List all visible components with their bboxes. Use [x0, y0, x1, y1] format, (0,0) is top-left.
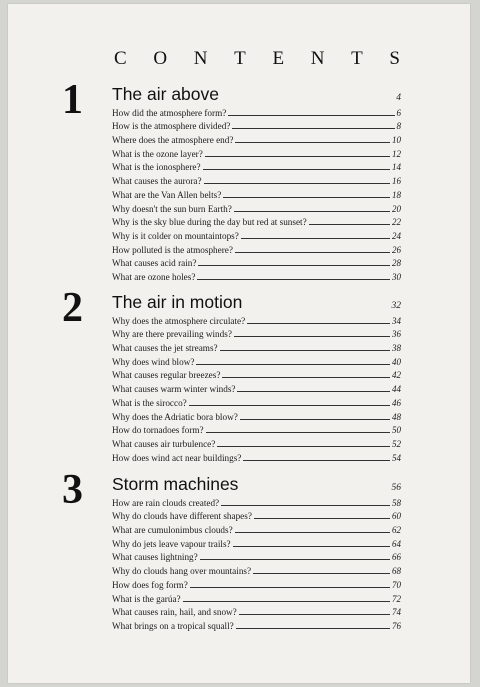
entry-question: What causes regular breezes? [112, 370, 221, 381]
toc-entry [112, 118, 401, 132]
toc-entry [112, 326, 401, 340]
toc-entry [112, 435, 401, 449]
toc-entry [112, 353, 401, 367]
entry-page-number: 50 [392, 425, 401, 436]
entry-question: What causes the jet streams? [112, 343, 218, 354]
entry-page-number: 76 [392, 620, 401, 631]
leader-line [235, 252, 390, 253]
entry-page-number: 12 [392, 148, 401, 159]
toc-entry [112, 255, 401, 269]
leader-line [240, 419, 390, 420]
leader-line [232, 128, 394, 129]
title-letter: S [389, 48, 400, 69]
leader-line [197, 279, 390, 280]
entry-question: Why do clouds hang over mountains? [112, 566, 252, 577]
contents-title [114, 48, 400, 70]
toc-entry [112, 145, 401, 159]
leader-line [234, 211, 390, 212]
entry-page-number: 38 [392, 343, 401, 354]
section-number: 1 [62, 77, 83, 123]
entry-page-number: 52 [392, 438, 401, 449]
entry-page-number: 66 [392, 552, 401, 563]
leader-line [228, 115, 394, 116]
entry-page-number: 54 [392, 452, 401, 463]
entry-question: What is the sirocco? [112, 397, 187, 408]
entry-question: How polluted is the atmosphere? [112, 244, 233, 255]
toc-entry [112, 576, 401, 590]
section-page-number: 56 [391, 483, 401, 493]
leader-line [237, 391, 390, 392]
toc-entry [112, 590, 401, 604]
leader-line [254, 518, 390, 519]
entry-page-number: 10 [392, 135, 401, 146]
entry-question: What brings on a tropical squall? [112, 620, 234, 631]
section-heading [112, 474, 401, 496]
entry-page-number: 14 [392, 162, 401, 173]
entry-page-number: 74 [392, 607, 401, 618]
section-entries [112, 494, 401, 631]
entry-page-number: 70 [392, 579, 401, 590]
entry-page-number: 68 [392, 566, 401, 577]
entry-page-number: 24 [392, 230, 401, 241]
toc-entry [112, 549, 401, 563]
entry-question: What is the ozone layer? [112, 148, 203, 159]
leader-line [253, 573, 390, 574]
toc-entry [112, 521, 401, 535]
entry-question: What is the ionosphere? [112, 162, 201, 173]
leader-line [247, 323, 390, 324]
leader-line [205, 156, 390, 157]
toc-entry [112, 617, 401, 631]
leader-line [198, 265, 390, 266]
leader-line [190, 587, 390, 588]
toc-entry [112, 159, 401, 173]
entry-question: How do tornadoes form? [112, 425, 204, 436]
toc-entry [112, 422, 401, 436]
toc-entry [112, 380, 401, 394]
toc-entry [112, 562, 401, 576]
entry-page-number: 20 [392, 203, 401, 214]
toc-entry [112, 268, 401, 282]
leader-line [235, 532, 390, 533]
toc-entry [112, 604, 401, 618]
title-letter: T [351, 48, 363, 69]
entry-question: Why is the sky blue during the day but red at sunset? [112, 217, 307, 228]
entry-page-number: 40 [392, 356, 401, 367]
entry-page-number: 42 [392, 370, 401, 381]
leader-line [200, 559, 390, 560]
toc-entry [112, 449, 401, 463]
entry-page-number: 44 [392, 384, 401, 395]
entry-page-number: 22 [392, 217, 401, 228]
entry-page-number: 62 [392, 525, 401, 536]
title-letter: N [310, 48, 325, 69]
toc-entry [112, 200, 401, 214]
section-number: 3 [62, 467, 83, 513]
entry-question: What causes lightning? [112, 552, 198, 563]
toc-entry [112, 227, 401, 241]
entry-page-number: 18 [392, 189, 401, 200]
entry-question: Where does the atmosphere end? [112, 135, 234, 146]
leader-line [241, 238, 390, 239]
title-letter: C [114, 48, 127, 69]
leader-line [183, 601, 390, 602]
entry-page-number: 36 [392, 329, 401, 340]
entry-page-number: 28 [392, 258, 401, 269]
toc-entry [112, 408, 401, 422]
entry-question: How does fog form? [112, 579, 188, 590]
entry-page-number: 60 [392, 511, 401, 522]
entry-question: What causes acid rain? [112, 258, 197, 269]
entry-question: What causes the aurora? [112, 176, 202, 187]
leader-line [206, 432, 390, 433]
entry-question: What causes air turbulence? [112, 438, 216, 449]
title-letter: E [272, 48, 285, 69]
leader-line [221, 505, 390, 506]
leader-line [196, 364, 390, 365]
leader-line [222, 377, 390, 378]
leader-line [239, 614, 390, 615]
entry-question: How are rain clouds created? [112, 497, 220, 508]
toc-entry [112, 394, 401, 408]
entry-question: Why do clouds have different shapes? [112, 511, 252, 522]
entry-page-number: 16 [392, 176, 401, 187]
entry-page-number: 64 [392, 538, 401, 549]
toc-entry [112, 104, 401, 118]
toc-entry [112, 186, 401, 200]
entry-question: Why does the atmosphere circulate? [112, 315, 246, 326]
toc-entry [112, 131, 401, 145]
toc-entry [112, 367, 401, 381]
leader-line [243, 460, 390, 461]
leader-line [217, 446, 390, 447]
section-title: The air above [112, 84, 220, 104]
leader-line [235, 142, 390, 143]
entry-question: Why does wind blow? [112, 356, 195, 367]
entry-page-number: 30 [392, 271, 401, 282]
entry-question: Why are there prevailing winds? [112, 329, 232, 340]
leader-line [236, 628, 390, 629]
title-letter: N [193, 48, 208, 69]
entry-page-number: 46 [392, 397, 401, 408]
leader-line [220, 350, 390, 351]
contents-page [8, 4, 470, 683]
entry-question: What are the Van Allen belts? [112, 189, 222, 200]
section-entries [112, 104, 401, 282]
toc-entry [112, 508, 401, 522]
entry-page-number: 48 [392, 411, 401, 422]
entry-question: Why doesn't the sun burn Earth? [112, 203, 232, 214]
section-title: The air in motion [112, 292, 243, 312]
leader-line [223, 197, 390, 198]
entry-question: What is the garúa? [112, 593, 181, 604]
section-number: 2 [62, 285, 83, 331]
toc-entry [112, 312, 401, 326]
section-entries [112, 312, 401, 463]
entry-question: How did the atmosphere form? [112, 107, 227, 118]
leader-line [189, 405, 390, 406]
section-page-number: 32 [391, 301, 401, 311]
section-title: Storm machines [112, 474, 239, 494]
entry-question: How is the atmosphere divided? [112, 121, 231, 132]
leader-line [234, 336, 390, 337]
toc-entry [112, 494, 401, 508]
entry-question: Why do jets leave vapour trails? [112, 538, 231, 549]
entry-question: What are cumulonimbus clouds? [112, 525, 233, 536]
entry-question: Why does the Adriatic bora blow? [112, 411, 238, 422]
toc-entry [112, 535, 401, 549]
entry-page-number: 34 [392, 315, 401, 326]
title-letter: T [234, 48, 246, 69]
entry-page-number: 8 [396, 121, 401, 132]
leader-line [309, 224, 390, 225]
leader-line [203, 169, 390, 170]
entry-page-number: 72 [392, 593, 401, 604]
entry-question: What causes warm winter winds? [112, 384, 236, 395]
entry-question: What causes rain, hail, and snow? [112, 607, 237, 618]
section-heading [112, 84, 401, 106]
entry-page-number: 26 [392, 244, 401, 255]
leader-line [204, 183, 390, 184]
toc-entry [112, 172, 401, 186]
toc-entry [112, 214, 401, 228]
section-page-number: 4 [396, 93, 401, 103]
entry-question: What are ozone holes? [112, 271, 196, 282]
entry-page-number: 58 [392, 497, 401, 508]
title-letter: O [153, 48, 168, 69]
section-heading [112, 292, 401, 314]
leader-line [233, 546, 390, 547]
toc-entry [112, 241, 401, 255]
entry-question: Why is it colder on mountaintops? [112, 230, 239, 241]
entry-question: How does wind act near buildings? [112, 452, 242, 463]
entry-page-number: 6 [396, 107, 401, 118]
toc-entry [112, 339, 401, 353]
